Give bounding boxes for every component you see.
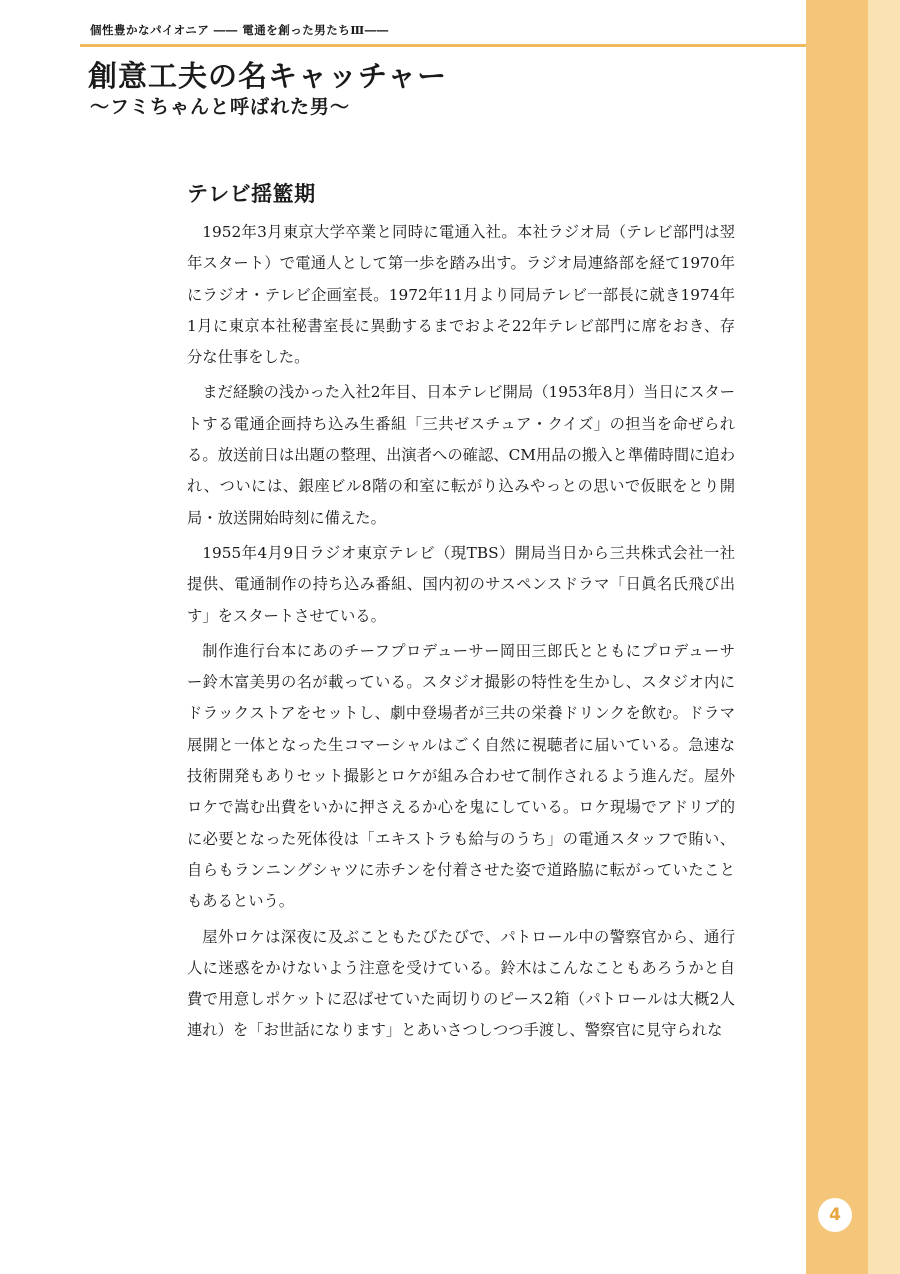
paragraph-4: 制作進行台本にあのチーフプロデューサー岡田三郎氏とともにプロデューサー鈴木富美男の名が載っている。スタジオ撮影の特性を生かし、スタジオ内にドラックストアをセットし、劇中登場者が三共の栄養ドリンクを飲む。ドラマ展開と一体となった生コマーシャルはごく自然に視聴者に届いている。急速な技術開発もありセット撮影とロケが組み合わせて制作されるよう進んだ。屋外ロケで嵩む出費をいかに押さえるか心を鬼にしている。ロケ現場でアドリブ的に必要となった死体役は「エキストラも給与のうち」の電通スタッフで賄い、自らもランニングシャツに赤チンを付着させた姿で道路脇に転がっていたこともあるという。: [187, 641, 735, 911]
side-band-inner: [868, 0, 900, 1274]
section-heading: テレビ揺籃期: [187, 181, 316, 206]
page-number: 4: [818, 1198, 852, 1232]
header-rule: [80, 44, 806, 47]
paragraph-5: 屋外ロケは深夜に及ぶこともたびたびで、パトロール中の警察官から、通行人に迷惑をかけないよう注意を受けている。鈴木はこんなこともあろうかと自費で用意しポケットに忍ばせていた両切りのピース2箱（パトロールは大概2人連れ）を「お世話になります」とあいさつしつつ手渡し、警察官に見守られな: [187, 927, 735, 1040]
page-subtitle: 〜フミちゃんと呼ばれた男〜: [90, 96, 351, 118]
running-head: 個性豊かなパイオニア ―― 電通を創った男たちⅢ――: [90, 23, 389, 37]
paragraph-2: まだ経験の浅かった入社2年目、日本テレビ開局（1953年8月）当日にスタートする電通企画持ち込み生番組「三共ゼスチュア・クイズ」の担当を命ぜられる。放送前日は出題の整理、出演者への確認、CM用品の搬入と準備時間に追われ、ついには、銀座ビル8階の和室に転がり込みやっとの思いで仮眠をとり開局・放送開始時刻に備えた。: [187, 383, 735, 527]
paragraph-3: 1955年4月9日ラジオ東京テレビ（現TBS）開局当日から三共株式会社一社提供、電通制作の持ち込み番組、国内初のサスペンスドラマ「日眞名氏飛び出す」をスタートさせている。: [187, 543, 735, 625]
article-section: [187, 178, 735, 1051]
paragraph-1: 1952年3月東京大学卒業と同時に電通入社。本社ラジオ局（テレビ部門は翌年スタート）で電通人として第一歩を踏み出す。ラジオ局連絡部を経て1970年にラジオ・テレビ企画室長。1972年11月より同局テレビ一部長に就き1974年1月に東京本社秘書室長に異動するまでおよそ22年テレビ部門に席をおき、存分な仕事をした。: [187, 223, 735, 367]
page-title: 創意工夫の名キャッチャー: [88, 59, 448, 93]
